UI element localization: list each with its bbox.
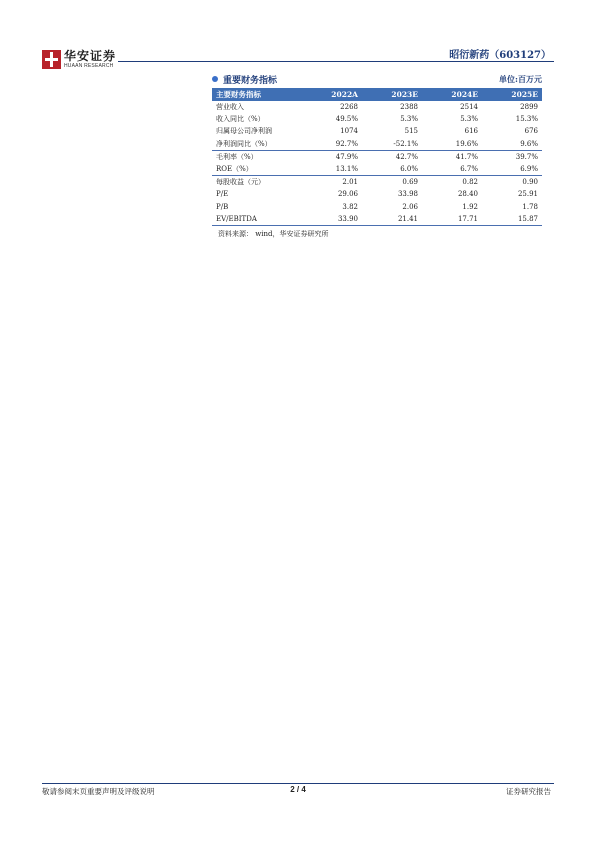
- cell-value: 41.7%: [422, 150, 482, 163]
- cell-value: 1.78: [522, 202, 538, 211]
- financial-table: [212, 88, 542, 226]
- footer-divider: [42, 783, 554, 784]
- table-row: [212, 150, 542, 163]
- cell-value: 15.87: [482, 213, 542, 226]
- table-row: [212, 188, 542, 200]
- row-label: 归属母公司净利润: [216, 127, 272, 136]
- section-title-text: 重要财务指标: [223, 75, 278, 86]
- unit-label: 单位:百万元: [499, 73, 542, 84]
- table-row: [212, 213, 542, 226]
- row-label: 收入同比（%）: [216, 115, 265, 124]
- table-header-row: [212, 88, 542, 101]
- cell-value: 6.7%: [460, 165, 478, 174]
- cell-value: 92.7%: [335, 139, 358, 148]
- row-label: 毛利率（%）: [212, 150, 302, 163]
- table-row: [212, 163, 542, 176]
- table-row: [212, 201, 542, 213]
- cell-value: 2268: [340, 103, 358, 112]
- cell-value: 5.3%: [460, 115, 478, 124]
- cell-value: 19.6%: [455, 139, 478, 148]
- table-row: [212, 113, 542, 125]
- column-header: 主要财务指标: [216, 90, 261, 99]
- cell-value: 5.3%: [400, 115, 418, 124]
- footer-report-type: 证券研究报告: [506, 787, 551, 796]
- cell-value: 21.41: [362, 213, 422, 226]
- table-row: [212, 176, 542, 189]
- cell-value: 1.92: [462, 202, 478, 211]
- row-label: 营业收入: [216, 103, 244, 112]
- report-company-title: 昭衍新药（603127）: [449, 50, 551, 61]
- row-label: 每股收益（元）: [212, 176, 302, 189]
- bullet-dot-icon: [212, 76, 218, 82]
- table-row: [212, 138, 542, 151]
- table-row: [212, 125, 542, 137]
- cell-value: 1074: [340, 127, 358, 136]
- table-row: [212, 101, 542, 113]
- cell-value: 616: [464, 127, 478, 136]
- cell-value: 2899: [520, 103, 538, 112]
- cell-value: 47.9%: [302, 150, 362, 163]
- company-logo: [42, 50, 116, 69]
- cell-value: 33.90: [302, 213, 362, 226]
- column-header: 2022A: [331, 90, 358, 99]
- row-label: EV/EBITDA: [212, 213, 302, 226]
- cell-value: 39.7%: [482, 150, 542, 163]
- header-divider: [118, 61, 554, 62]
- section-header: [212, 72, 542, 86]
- page-number: 2 / 4: [290, 785, 306, 794]
- row-label: 净利润同比（%）: [216, 139, 272, 148]
- cell-value: 3.82: [342, 202, 358, 211]
- cell-value: 6.0%: [400, 165, 418, 174]
- cell-value: 25.91: [517, 190, 538, 199]
- row-label: P/E: [216, 190, 229, 199]
- cell-value: 676: [524, 127, 538, 136]
- logo-emblem-icon: [42, 50, 61, 69]
- cell-value: 29.06: [337, 190, 358, 199]
- cell-value: 9.6%: [520, 139, 538, 148]
- cell-value: 42.7%: [362, 150, 422, 163]
- row-label: P/B: [216, 202, 229, 211]
- logo-chinese-name: 华安证券: [64, 49, 117, 63]
- financial-indicators-section: [212, 72, 542, 239]
- cell-value: 0.82: [422, 176, 482, 189]
- cell-value: 33.98: [397, 190, 418, 199]
- cell-value: 15.3%: [515, 115, 538, 124]
- cell-value: 28.40: [457, 190, 478, 199]
- cell-value: 2.01: [302, 176, 362, 189]
- cell-value: 2.06: [402, 202, 418, 211]
- cell-value: 2388: [400, 103, 418, 112]
- column-header: 2024E: [451, 90, 478, 99]
- logo-english-name: HUAAN RESEARCH: [64, 63, 114, 69]
- cell-value: -52.1%: [393, 139, 418, 148]
- cell-value: 17.71: [422, 213, 482, 226]
- cell-value: 13.1%: [335, 165, 358, 174]
- cell-value: 0.69: [362, 176, 422, 189]
- cell-value: 515: [404, 127, 418, 136]
- row-label: ROE（%）: [216, 165, 253, 174]
- data-source-note: 资料来源： wind，华安证券研究所: [218, 229, 329, 238]
- cell-value: 0.90: [482, 176, 542, 189]
- footer-disclaimer: 敬请参阅末页重要声明及评级说明: [42, 787, 155, 796]
- cell-value: 6.9%: [520, 165, 538, 174]
- column-header: 2025E: [511, 90, 538, 99]
- cell-value: 49.5%: [335, 115, 358, 124]
- cell-value: 2514: [460, 103, 478, 112]
- section-title: [212, 73, 277, 86]
- column-header: 2023E: [391, 90, 418, 99]
